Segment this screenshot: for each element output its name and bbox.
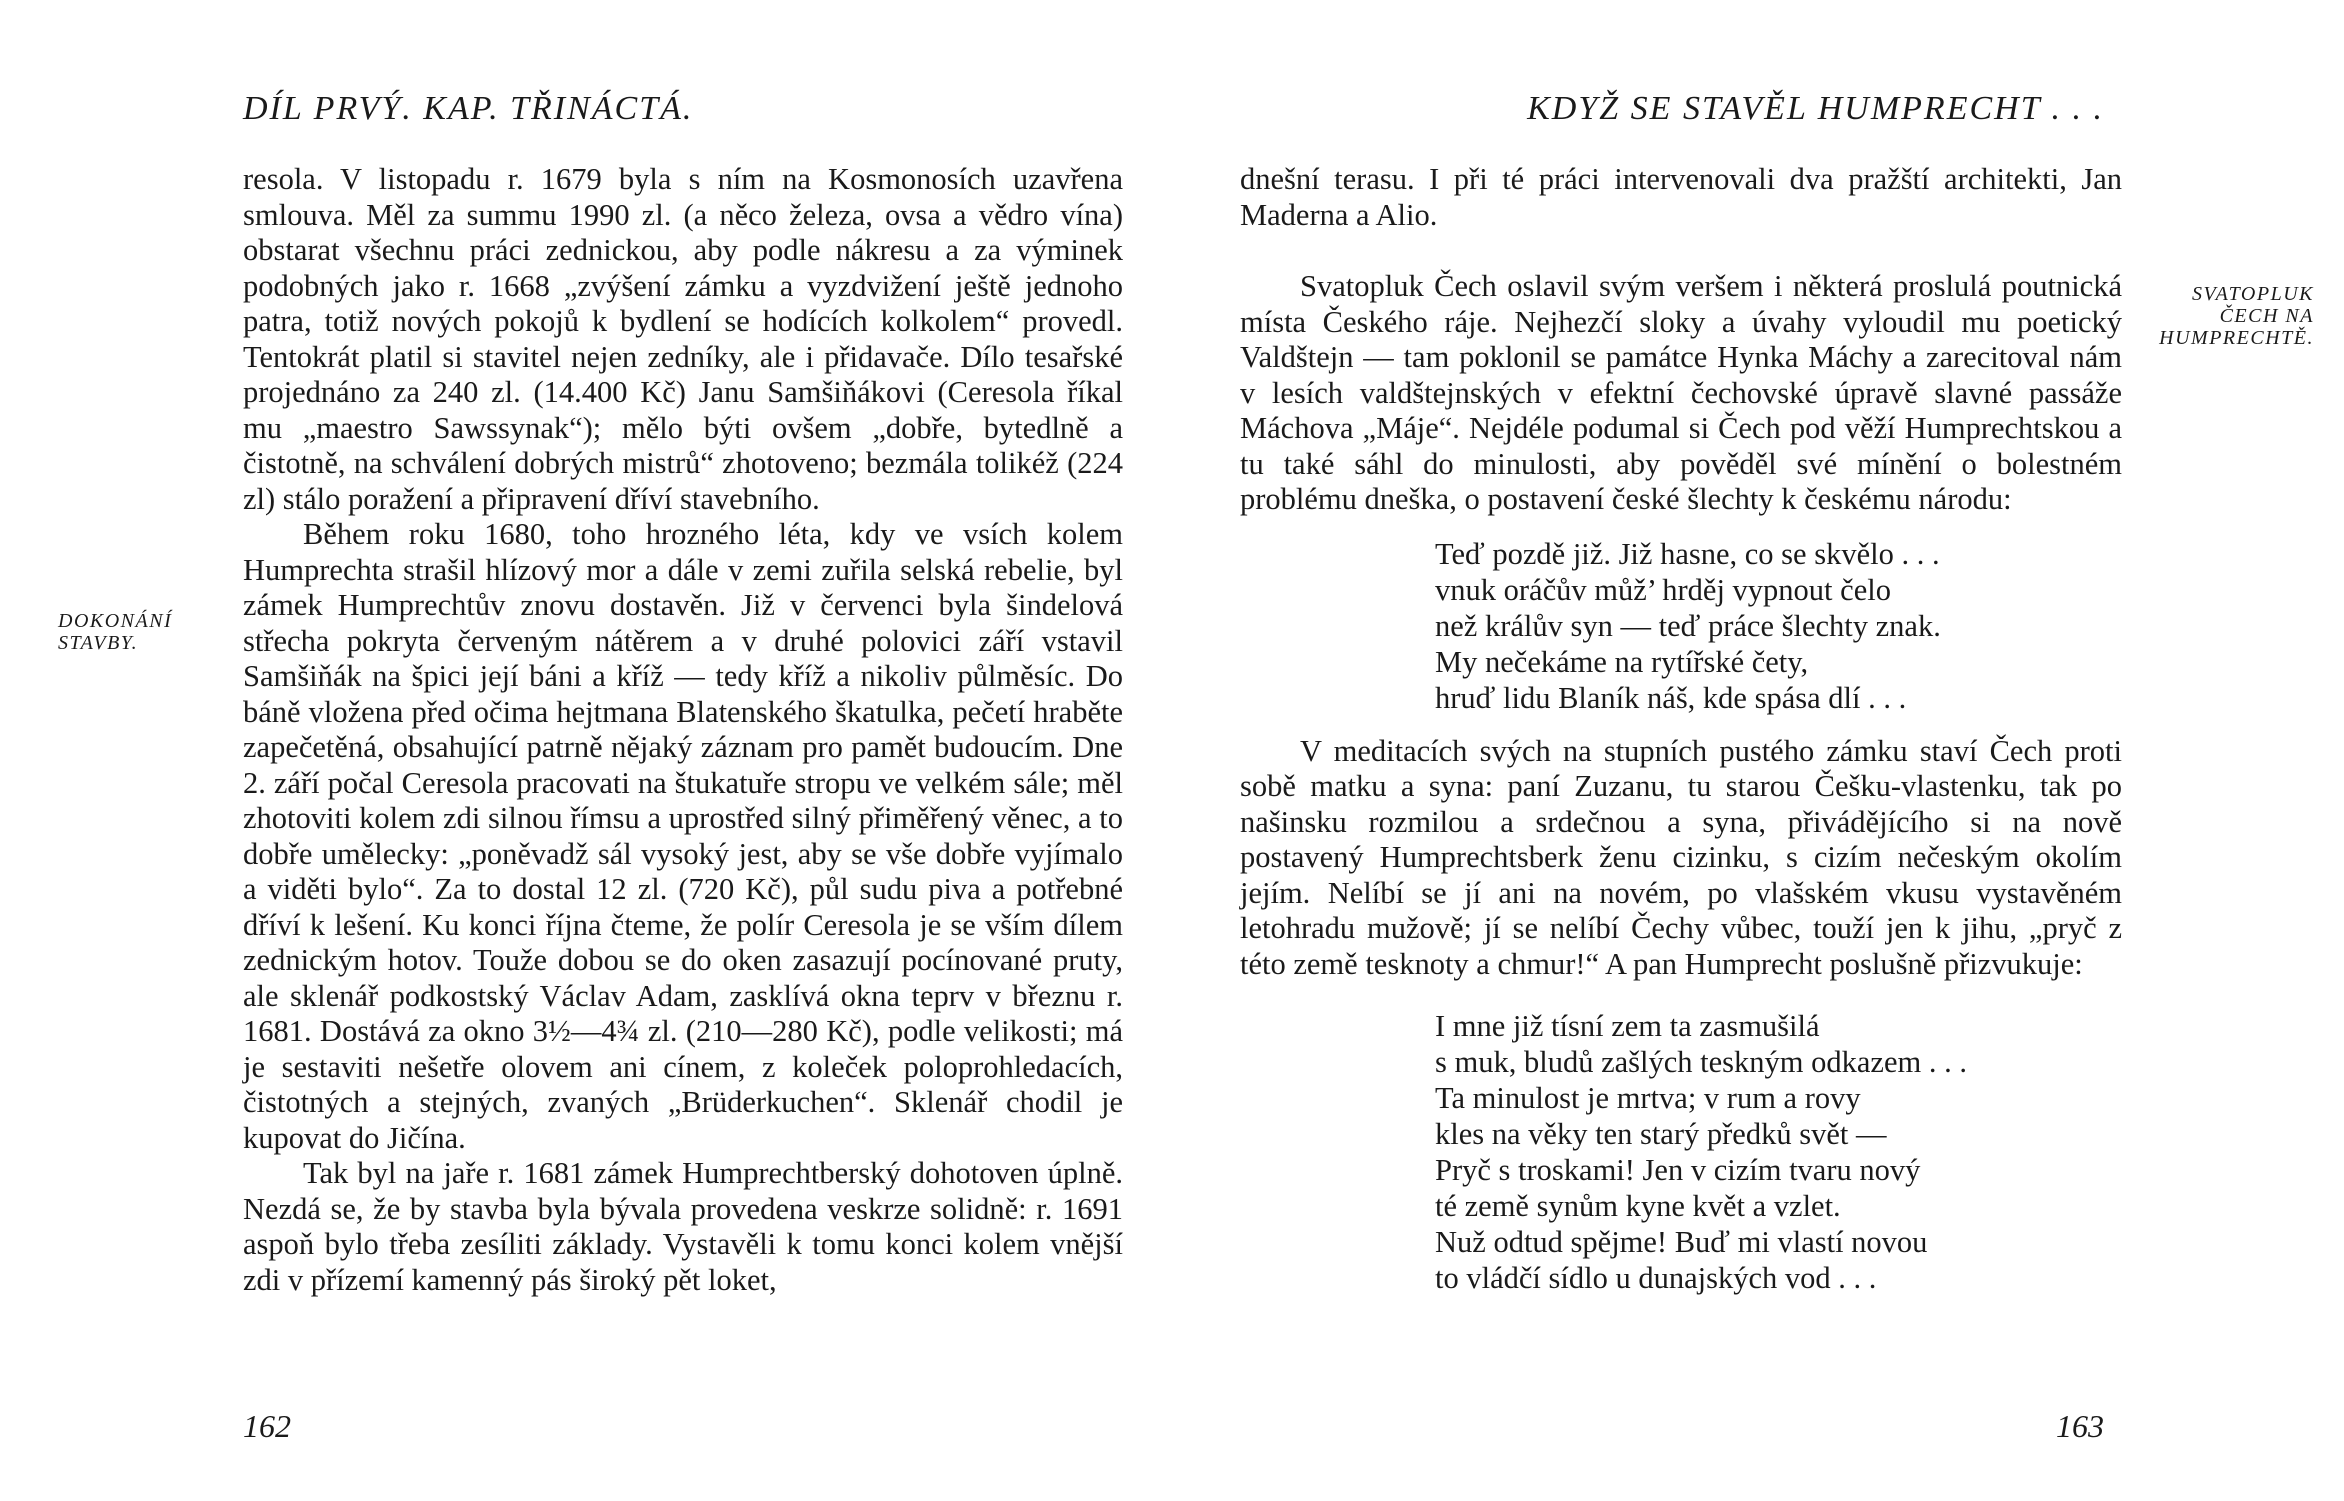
verse-line: My nečekáme na rytířské čety, [1435,644,1809,679]
paragraph: Tak byl na jaře r. 1681 zámek Humprechtberský dohotoven úplně. Nezdá se, že by stavba byla bývala provedena veskrze solidně: r. 1691 aspoň bylo třeba zesíliti základy. Vystavěli k tomu konci kolem vnější zdi v přízemí kamenný pás široký pět loket, [243,1156,1123,1297]
verse-line: Pryč s troskami! Jen v cizím tvaru nový [1435,1153,1921,1187]
paragraph: dnešní terasu. I při té práci intervenovali dva pražští architekti, Jan Maderna a Alio. [1240,162,2122,232]
verse-line: Nuž odtud spějme! Buď mi vlastí novou [1435,1225,1928,1259]
verse-line: s muk, bludů zašlých teskným odkazem . . . [1435,1045,1967,1079]
running-head-right: KDYŽ SE STAVĚL HUMPRECHT . . . [1527,90,2104,127]
verse-line: Teď pozdě již. Již hasne, co se skvělo . . . [1435,536,1940,571]
paragraph: Během roku 1680, toho hrozného léta, kdy ve vsích kolem Humprechta strašil hlízový mor a dále v zemi zuřila selská rebelie, byl zámek Humprechtův znovu dostavěn. Již v červenci byla šindelová střecha pokryta červeným nátěrem a v druhé polovici září vstavil Samšiňák na špici její báni a kříž — tedy kříž a nikoliv půlměsíc. Do báně vložena před očima hejtmana Blatenského škatulka, pečetí hraběte zapečetěná, obsahující patrně nějaký záznam pro pamět budoucím. Dne 2. září počal Ceresola pracovati na štukatuře stropu ve velkém sále; měl zhotoviti kolem zdi silnou římsu a uprostřed silný přiměřený věnec, a to dobře umělecky: „poněvadž sál vysoký jest, aby se vše dobře vyjímalo a viděti bylo“. Za to dostal 12 zl. (720 Kč), půl sudu piva a potřebné dříví k lešení. Ku konci října čteme, že polír Ceresola je se vším dílem zednickým hotov. Touže dobou se do oken zasazují pocínované pruty, ale sklenář podkostský Václav Adam, zasklívá okna teprv v březnu r. 1681. Dostává za okno 3½—4¾ zl. (210—280 Kč), podle velikosti; má je sestaviti nešetře olovem ani cínem, z koleček poloprohledacích, čistotných a stejných, zvaných „Brüderkuchen“. Sklenář chodil je kupovat do Jičína. [243,517,1123,1155]
marginal-note-line: HUMPRECHTĚ. [2159,327,2314,349]
verse-block [1435,1008,2122,1296]
right-page [1172,0,2344,1501]
verse-line: než králův syn — teď práce šlechty znak. [1435,608,1941,643]
running-head-left: DÍL PRVÝ. KAP. TŘINÁCTÁ. [243,90,694,127]
verse-block [1435,536,2122,716]
paragraph: Svatopluk Čech oslavil svým veršem i některá proslulá poutnická místa Českého ráje. Nejhezčí sloky a úvahy vyloudil mu poetický Valdštejn — tam poklonil se památce Hynka Máchy a zarecitoval nám v lesích valdštejnských v efektní čechovské úpravě slavné passáže Máchova „Máje“. Nejdéle podumal si Čech pod věží Humprechtskou a tu také sáhl do minulosti, aby pověděl své mínění o bolestném problému dneška, o postavení české šlechty k českému národu: [1240,269,2122,516]
marginal-note-left [58,610,172,654]
right-page-body [1240,162,2122,1314]
verse-line: hruď lidu Blaník náš, kde spása dlí . . . [1435,680,1907,715]
verse-line: té země synům kyne květ a vzlet. [1435,1189,1841,1223]
page-number-right: 163 [2056,1408,2104,1444]
verse-line: Ta minulost je mrtva; v rum a rovy [1435,1081,1861,1115]
marginal-note-line: SVATOPLUK [2191,283,2314,305]
left-page-body [243,162,1123,1298]
verse-line: kles na věky ten starý předků svět — [1435,1117,1887,1151]
paragraph: resola. V listopadu r. 1679 byla s ním na Kosmonosích uzavřena smlouva. Měl za summu 1990 zl. (a něco železa, ovsa a vědro vína) obstarat všechnu práci zednickou, aby podle nákresu a za výminek podobných jako r. 1668 „zvýšení zámku a vyzdvižení ještě jednoho patra, totiž nových pokojů k bydlení se hodících kolkolem“ provedl. Tentokrát platil si stavitel nejen zedníky, ale i přidavače. Dílo tesařské projednáno za 240 zl. (14.400 Kč) Janu Samšiňákovi (Ceresola říkal mu „maestro Sawssynak“); mělo býti ovšem „dobře, bytedlně a čistotně, na schválení dobrých mistrů“ zhotoveno; bezmála tolikéž (224 zl) stálo poražení a připravení dříví stavebního. [243,162,1123,516]
verse-line: vnuk oráčův můž’ hrděj vypnout čelo [1435,572,1891,607]
marginal-note-line: DOKONÁNÍ [58,610,173,632]
marginal-note-line: STAVBY. [58,632,139,654]
verse-line: I mne již tísní zem ta zasmušilá [1435,1009,1820,1043]
paragraph: V meditacích svých na stupních pustého zámku staví Čech proti sobě matku a syna: paní Zuzanu, tu starou Češku-vlastenku, tak po našinsku rozmilou a srdečnou a syna, přivádějícího si na nově postavený Humprechtsberk ženu cizinku, s cizím nečeským okolím jejím. Nelíbí se jí ani na novém, po vlašském vkusu vystavěném letohradu mužově; jí se nelíbí Čechy vůbec, touží jen k jihu, „pryč z této země tesknoty a chmur!“ A pan Humprecht poslušně přizvukuje: [1240,733,2122,981]
page-number-left: 162 [243,1408,291,1444]
marginal-note-line: ČECH NA [2219,305,2314,327]
verse-line: to vládčí sídlo u dunajských vod . . . [1435,1261,1877,1295]
